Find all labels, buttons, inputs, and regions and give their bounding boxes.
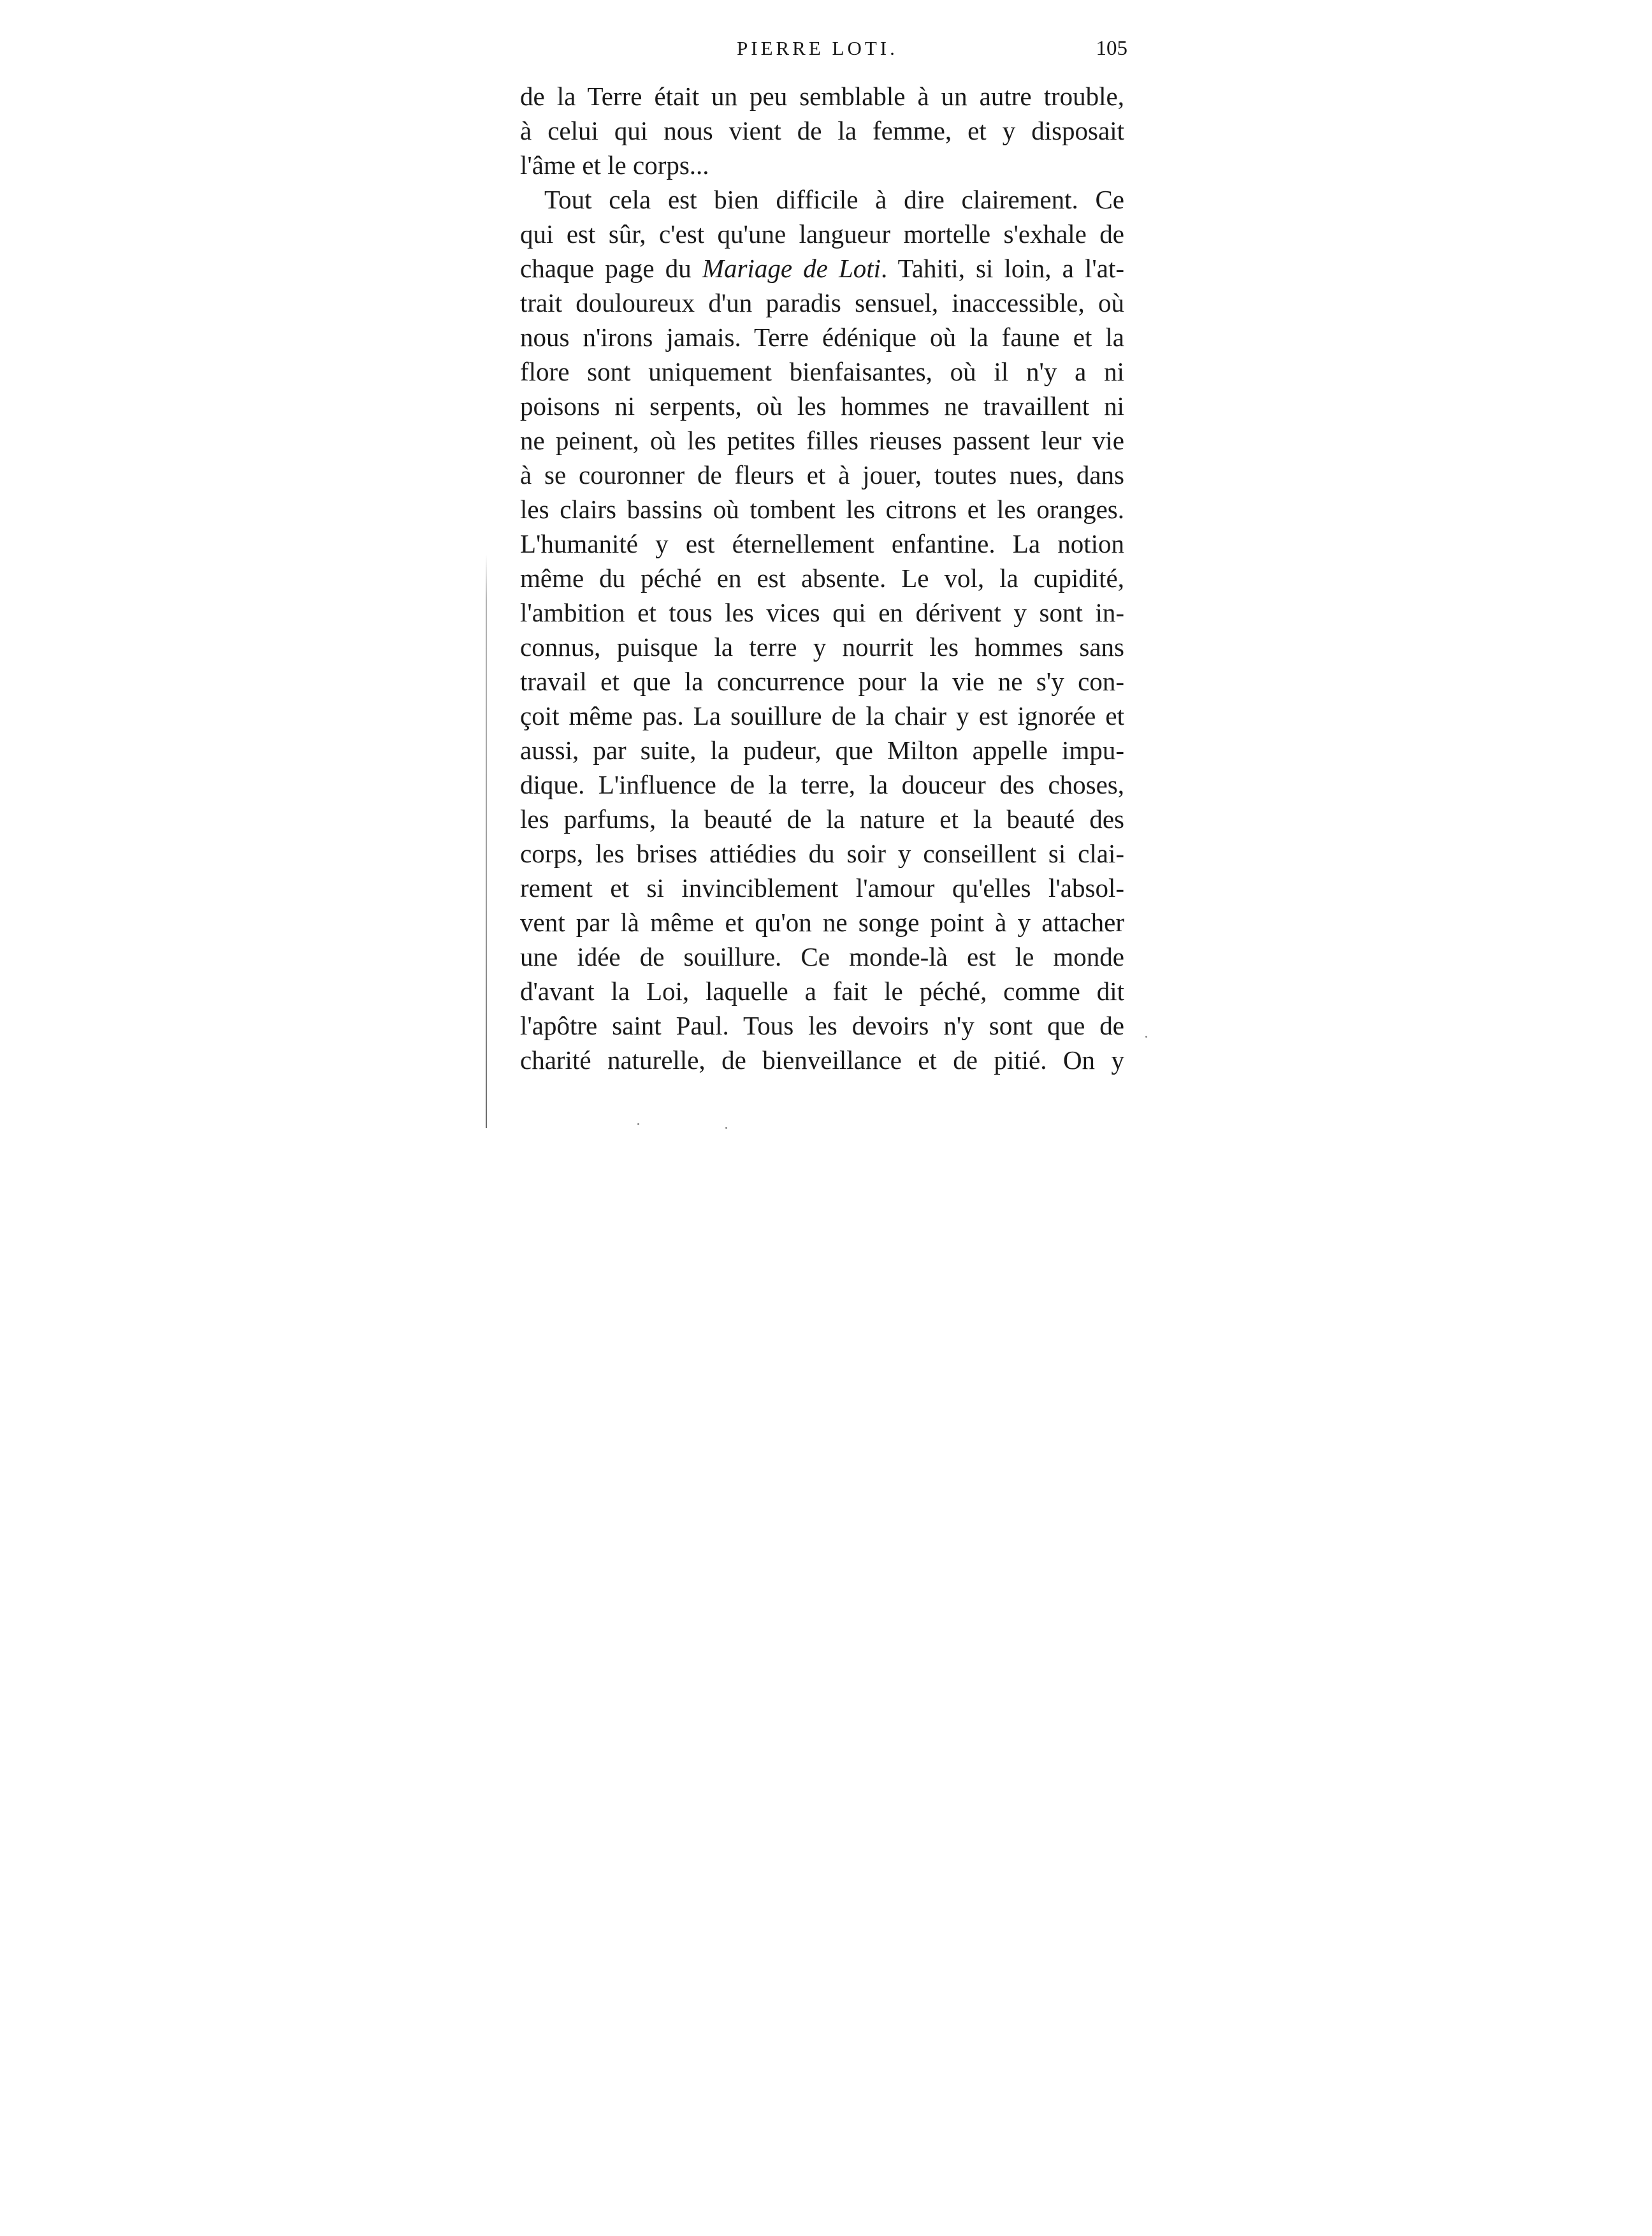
running-head: PIERRE LOTI. xyxy=(737,37,898,59)
text-line: de la Terre était un peu semblable à un autre trouble, xyxy=(520,82,1124,111)
text-line: à celui qui nous vient de la femme, et y disposait xyxy=(520,116,1124,145)
scan-margin-shadow xyxy=(486,555,487,1128)
text-line: travail et que la concurrence pour la vie ne s'y con- xyxy=(520,667,1124,696)
page-header xyxy=(520,37,1127,75)
text-line: une idée de souillure. Ce monde-là est le monde xyxy=(520,942,1124,971)
text-line: nous n'irons jamais. Terre édénique où la faune et la xyxy=(520,323,1124,352)
scan-speck xyxy=(637,1123,639,1125)
book-title: Mariage de Loti xyxy=(702,254,881,283)
text-segment: chaque page du xyxy=(520,254,692,283)
text-line-with-title xyxy=(520,251,1124,286)
text-line: poisons ni serpents, où les hommes ne travaillent ni xyxy=(520,391,1124,421)
text-line: l'apôtre saint Paul. Tous les devoirs n'y sont que de xyxy=(520,1011,1124,1040)
text-line: flore sont uniquement bienfaisantes, où il n'y a ni xyxy=(520,357,1124,386)
text-line: trait douloureux d'un paradis sensuel, inaccessible, où xyxy=(520,288,1124,317)
text-line: d'avant la Loi, laquelle a fait le péché, comme dit xyxy=(520,976,1124,1006)
text-line: charité naturelle, de bienveillance et de pitié. On y xyxy=(520,1045,1124,1075)
scan-speck xyxy=(1145,1036,1147,1038)
text-line: les clairs bassins où tombent les citrons et les oranges. xyxy=(520,495,1124,524)
text-line: connus, puisque la terre y nourrit les hommes sans xyxy=(520,632,1124,662)
text-line: qui est sûr, c'est qu'une langueur mortelle s'exhale de xyxy=(520,219,1124,249)
text-line: L'humanité y est éternellement enfantine. La notion xyxy=(520,529,1124,558)
text-line: corps, les brises attiédies du soir y conseillent si clai- xyxy=(520,839,1124,868)
text-line: les parfums, la beauté de la nature et la beauté des xyxy=(520,804,1124,834)
text-line: rement et si invinciblement l'amour qu'elles l'absol- xyxy=(520,873,1124,903)
page-number: 105 xyxy=(1096,37,1127,60)
text-line: à se couronner de fleurs et à jouer, toutes nues, dans xyxy=(520,460,1124,490)
body-text xyxy=(520,79,1124,1077)
scan-speck xyxy=(725,1127,727,1129)
text-line: vent par là même et qu'on ne songe point à y attacher xyxy=(520,908,1124,937)
text-line: dique. L'influence de la terre, la douceur des choses, xyxy=(520,770,1124,799)
text-line: l'ambition et tous les vices qui en dérivent y sont in- xyxy=(520,598,1124,627)
text-line: ne peinent, où les petites filles rieuses passent leur vie xyxy=(520,426,1124,455)
text-line: même du péché en est absente. Le vol, la cupidité, xyxy=(520,563,1124,593)
text-segment: . Tahiti, si loin, a l'at- xyxy=(881,254,1124,283)
text-line: Tout cela est bien difficile à dire clairement. Ce xyxy=(544,185,1124,214)
text-line: l'âme et le corps... xyxy=(520,150,709,180)
text-line: çoit même pas. La souillure de la chair y est ignorée et xyxy=(520,701,1124,730)
text-line: aussi, par suite, la pudeur, que Milton appelle impu- xyxy=(520,736,1124,765)
